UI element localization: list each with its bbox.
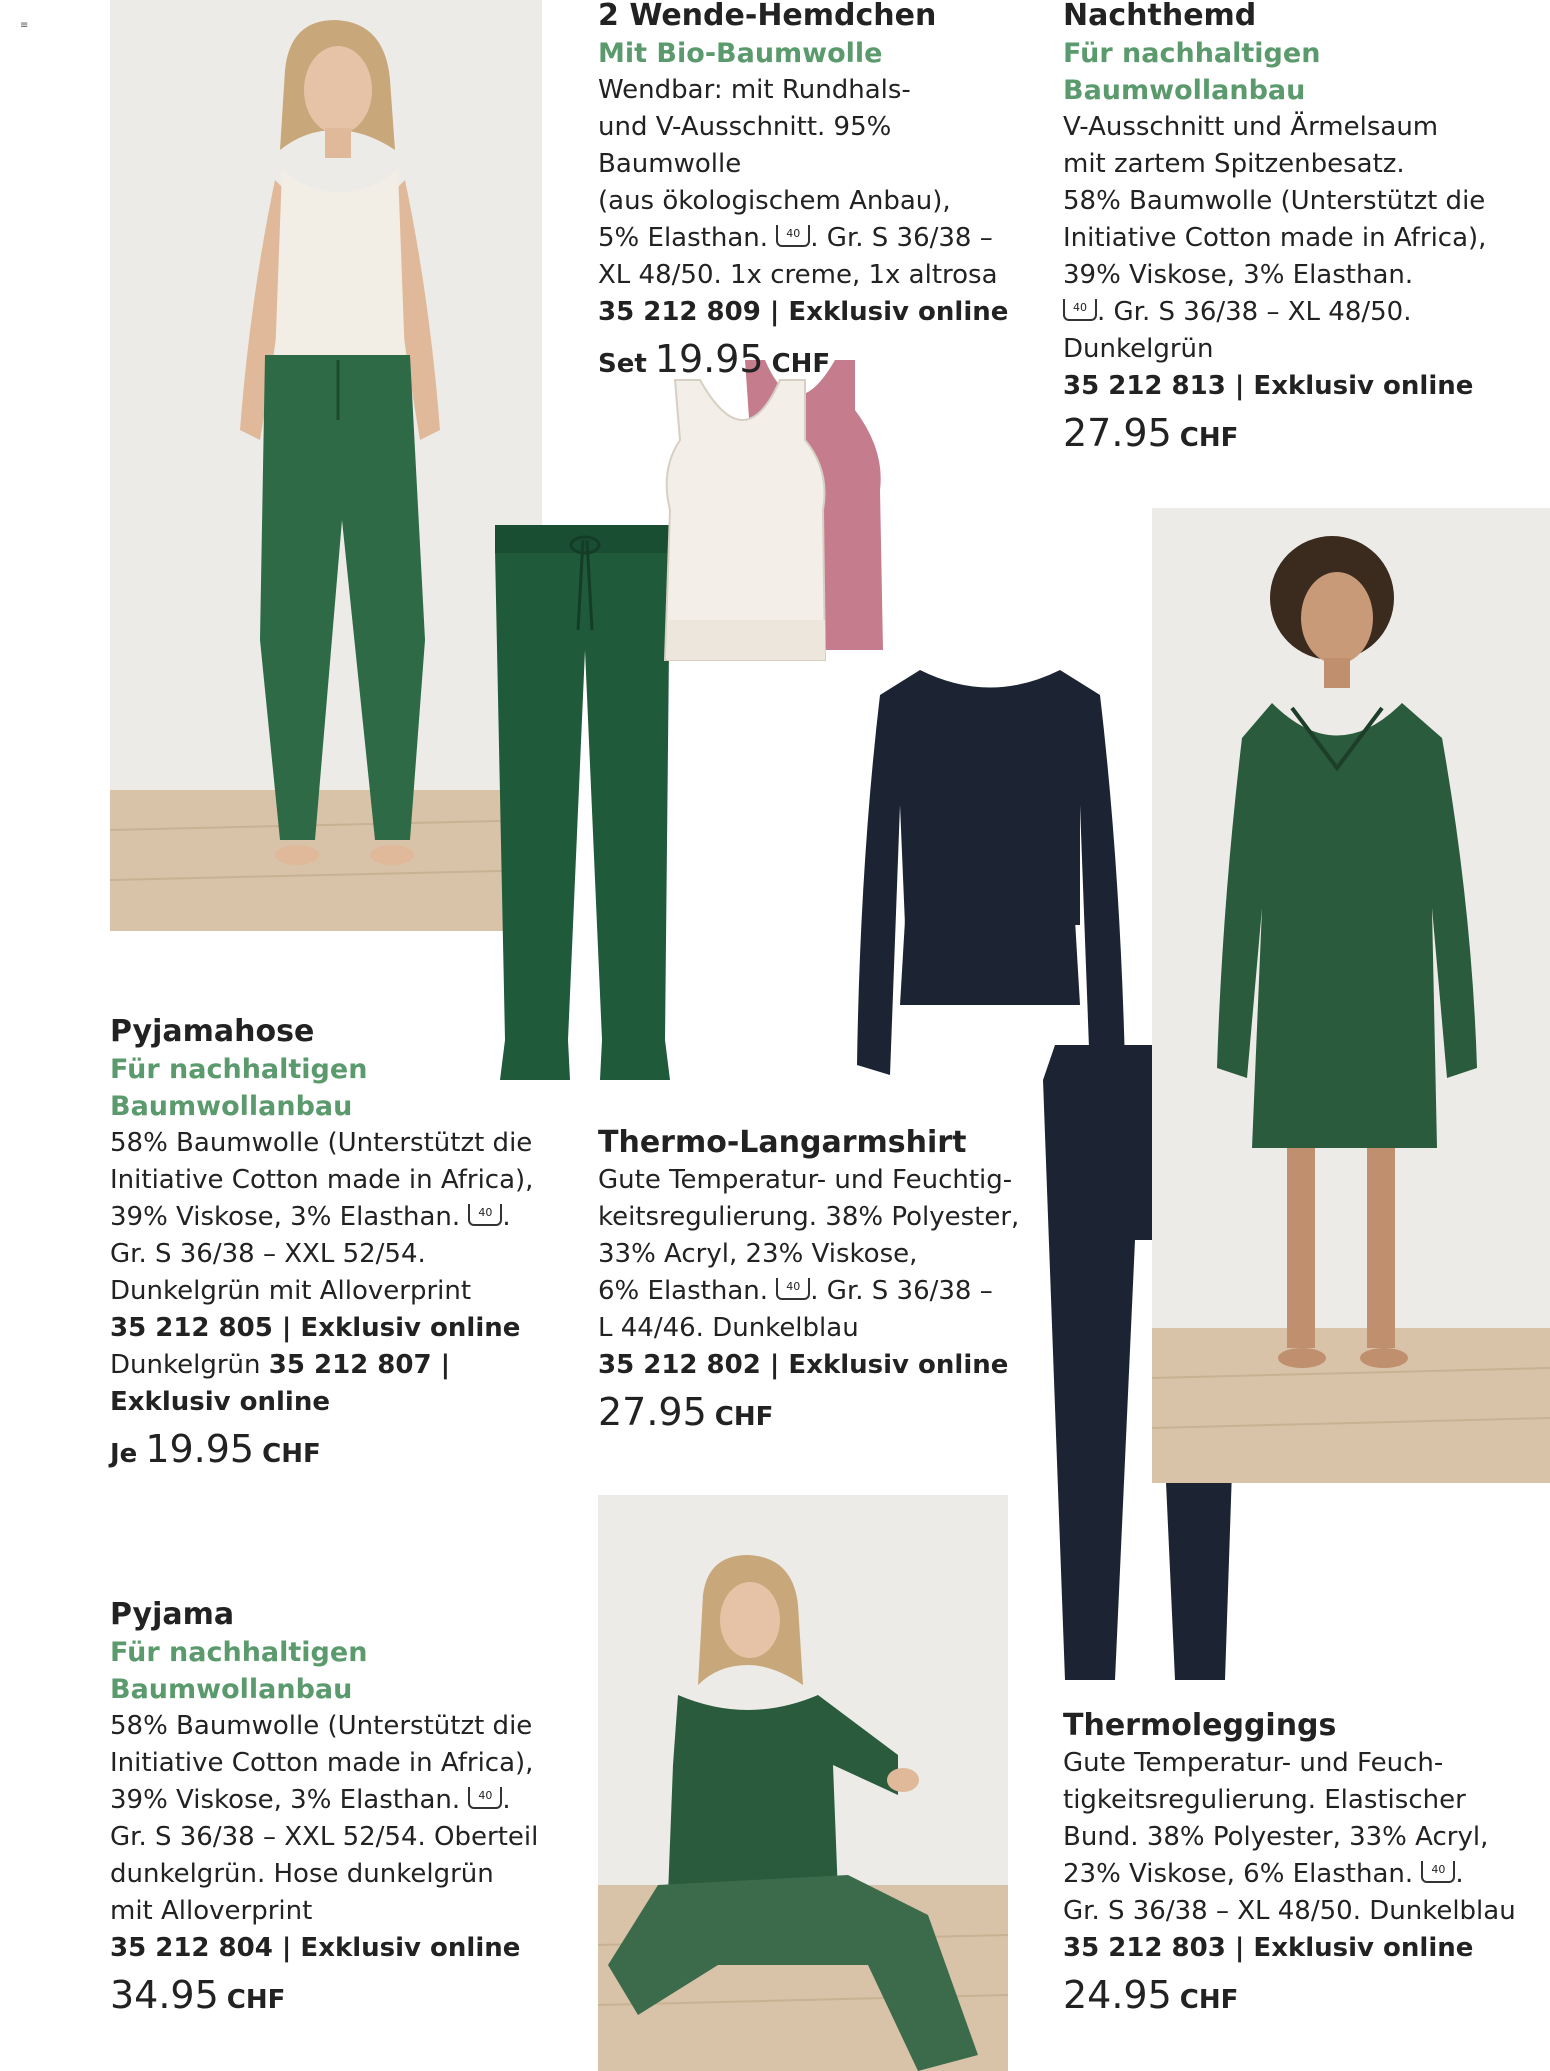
product-description: 58% Baumwolle (Unterstützt die Initiative Cotton made in Africa), 39% Viskose, 3% Elasthan. 40 . Gr. S 36/38 – XXL 52/54. Dunkelgrün mit Alloverprint: [110, 1128, 534, 1306]
price: 24.95 CHF: [1063, 1973, 1239, 2017]
product-title: Thermoleggings: [1063, 1708, 1337, 1743]
product-title: 2 Wende-Hemdchen: [598, 0, 937, 33]
product-description: Gute Temperatur- und Feuch- tigkeitsregulierung. Elastischer Bund. 38% Polyester, 33% Acryl, 23% Viskose, 6% Elasthan. 40 . Gr. S 36/38 – XL 48/50. Dunkelblau: [1063, 1748, 1516, 1926]
wash-40-icon: 40: [776, 225, 810, 247]
product-description: Wendbar: mit Rundhals- und V-Ausschnitt. 95% Baumwolle (aus ökologischem Anbau), 5% Elasthan. 40 . Gr. S 36/38 – XL 48/50. 1x creme, 1x altrosa: [598, 75, 998, 290]
wash-40-icon: 40: [1063, 299, 1097, 321]
price: Je 19.95 CHF: [110, 1427, 321, 1471]
product-subtitle: Mit Bio-Baumwolle: [598, 38, 883, 69]
wash-40-icon: 40: [776, 1278, 810, 1300]
product-title: Thermo-Langarmshirt: [598, 1125, 967, 1160]
product-pyjama: [110, 1596, 560, 2019]
product-subtitle: Für nachhaltigen Baumwollanbau: [110, 1054, 368, 1122]
article-number-alt: Dunkelgrün 35 212 807 | Exklusiv online: [110, 1350, 451, 1417]
price: 34.95 CHF: [110, 1973, 286, 2017]
product-pyjamahose: [110, 1013, 560, 1473]
article-number: 35 212 805 | Exklusiv online: [110, 1313, 521, 1343]
product-wende-hemdchen: [598, 0, 1038, 383]
product-thermo-langarmshirt: [598, 1124, 1038, 1436]
price: Set 19.95 CHF: [598, 337, 831, 381]
product-title: Pyjamahose: [110, 1014, 315, 1049]
article-number: 35 212 803 | Exklusiv online: [1063, 1933, 1474, 1963]
price: 27.95 CHF: [598, 1390, 774, 1434]
product-title: Pyjama: [110, 1597, 235, 1632]
article-number: 35 212 813 | Exklusiv online: [1063, 371, 1474, 401]
product-description: 58% Baumwolle (Unterstützt die Initiative Cotton made in Africa), 39% Viskose, 3% Elasthan. 40 . Gr. S 36/38 – XXL 52/54. Oberteil dunkelgrün. Hose dunkelgrün mit Alloverprint: [110, 1711, 539, 1926]
article-number: 35 212 802 | Exklusiv online: [598, 1350, 1009, 1380]
wash-40-icon: 40: [1421, 1861, 1455, 1883]
wash-40-icon: 40: [468, 1204, 502, 1226]
article-number: 35 212 804 | Exklusiv online: [110, 1933, 521, 1963]
product-title: Nachthemd: [1063, 0, 1257, 33]
photo-woman-pyjamahose: [110, 0, 542, 931]
photo-thermo-langarmshirt: [845, 665, 1135, 1085]
product-description: V-Ausschnitt und Ärmelsaum mit zartem Spitzenbesatz. 58% Baumwolle (Unterstützt die Initiative Cotton made in Africa), 39% Viskose, 3% Elasthan. 40 . Gr. S 36/38 – XL 48/50. Dunkelgrün: [1063, 112, 1487, 364]
article-number: 35 212 809 | Exklusiv online: [598, 297, 1009, 327]
product-description: Gute Temperatur- und Feuchtig- keitsregulierung. 38% Polyester, 33% Acryl, 23% Viskose, 6% Elasthan. 40 . Gr. S 36/38 – L 44/46. Dunkelblau: [598, 1165, 1020, 1343]
product-thermoleggings: [1063, 1707, 1533, 2019]
price: 27.95 CHF: [1063, 411, 1239, 455]
photo-pyjamahose-product: [490, 520, 680, 1090]
menu-icon: ≡: [20, 20, 29, 31]
product-subtitle: Für nachhaltigen Baumwollanbau: [110, 1637, 368, 1705]
photo-woman-nachthemd: [1152, 508, 1550, 1483]
product-subtitle: Für nachhaltigen Baumwollanbau: [1063, 38, 1321, 106]
photo-wende-hemdchen: [655, 350, 915, 670]
wash-40-icon: 40: [468, 1787, 502, 1809]
product-nachthemd: [1063, 0, 1513, 457]
photo-woman-pyjama: [598, 1495, 1008, 2071]
